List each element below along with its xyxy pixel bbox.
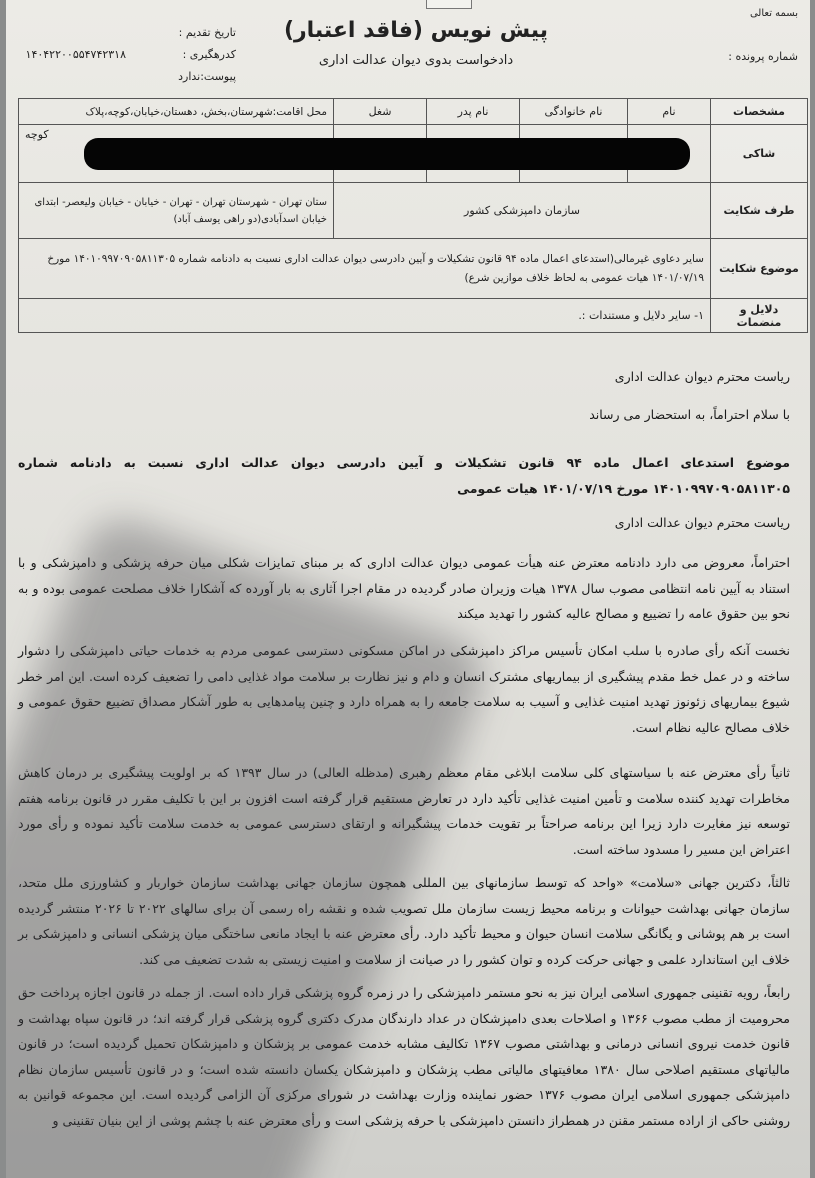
- respondent-row: [19, 183, 808, 239]
- col-occupation: شغل: [334, 99, 427, 125]
- case-number-label: شماره پرونده :: [728, 50, 798, 63]
- col-last-name: نام خانوادگی: [520, 99, 628, 125]
- paragraph-4: ثالثاً، دکترین جهانی «سلامت» «واحد که توسط سازمانهای بین المللی همچون سازمان جهانی بهداشت سازمان خواربار و کشاورزی ملل متحد، سازمان جهانی بهداشت حیوانات و برنامه محیط زیست سازمان ملل تصویب شده و نقشه راه رسمی آن برای سالهای ۲۰۲۲ تا ۲۰۲۶ منتشر گردیده است بر هم پوشانی و یگانگی سلامت انسان حیوان و محیط تأکید دارد. رأی معترض عنه با ایجاد مانعی ساختگی میان پزشکی انسانی و دامپزشکی بر خلاف این استاندارد علمی و جهانی حرکت کرده و توان کشور را در صیانت از سلامت و امنیت زیستی به شدت تضعیف می کند.: [18, 875, 790, 967]
- paper-clip-tab: [426, 0, 472, 9]
- header-center: [236, 18, 596, 68]
- complainant-label: شاکی: [711, 125, 808, 183]
- respondent-address: ستان تهران - شهرستان تهران - تهران - خیابان - خیابان ولیعصر- ابتدای خیابان اسدآبادی(دو راهی یوسف آباد): [19, 183, 334, 239]
- meta-values: [6, 22, 126, 66]
- document-page: [6, 0, 810, 1178]
- meta-labels: [126, 22, 236, 88]
- letter-subject: موضوع استدعای اعمال ماده ۹۴ قانون تشکیلات و آیین دادرسی دیوان عدالت اداری نسبت به دادنامه شماره ۱۴۰۱۰۹۹۷۰۹۰۵۸۱۱۳۰۵ مورخ ۱۴۰۱/۰۷/۱۹ هیات عمومی: [18, 455, 791, 496]
- page-title: پیش نویس (فاقد اعتبار): [283, 18, 549, 43]
- reasons-label: دلایل و منضمات: [711, 299, 808, 333]
- paragraph-1: احتراماً، معروض می دارد دادنامه معترض عنه هیأت عمومی دیوان عدالت اداری که بر مبنای تمایزات شکلی میان حرفه پزشکی و دامپزشکی و با استناد به آیین نامه انتظامی مصوب سال ۱۳۷۸ هیات وزیران صادر گردیده در مقام اجرا آثاری به بار آورده که آشکارا خلاف مصلحت عمومی بوده و به نحو بین حقوق عامه را تضییع و مصالح عالیه کشور را تهدید میکند: [18, 555, 790, 621]
- paragraph-5: رابعاً، رویه تقنینی جمهوری اسلامی ایران نیز به نحو مستمر دامپزشکی را در زمره گروه پزشکی قرار داده است. از جمله در قانون اجازه پرداخت حق محرومیت از مطب مصوب ۱۳۶۶ و اصلاحات بعدی دامپزشکان در عداد دارندگان مدرک دکتری گروه پزشکی قرار گرفته اند؛ در قانون سپاه بهداشت و قانون خدمت نیروی انسانی درمانی و بهداشتی مصوب ۱۳۶۷ تکالیف مشابه خدمت عمومی بر پزشکان و دامپزشکان تحمیل گردیده است؛ در قانون مالیاتهای مستقیم اصلاحی سال ۱۳۸۰ معافیتهای مالیاتی مطب پزشکان و دامپزشکان یکسان دانسته شده است؛ و در قانون تأسیس سازمان نظام دامپزشکی جمهوری اسلامی ایران مصوب ۱۳۷۶ حضور نماینده وزارت بهداشت در شورای مرکزی آن الزامی گردیده است. این مجموعه قوانین به روشنی حاکی از اراده مستمر مقنن در همطراز دانستن دامپزشکی با حرفه پزشکی است و رأی معترض عنه با چشم پوشی از این بنیان تقنینی و: [18, 985, 791, 1128]
- letter-greeting: با سلام احتراماً، به استحضار می رساند: [589, 407, 790, 422]
- subject-value: سایر دعاوی غیرمالی(استدعای اعمال ماده ۹۴ قانون تشکیلات و آیین دادرسی دیوان عدالت اداری نسبت به دادنامه شماره ۱۴۰۱۰۹۹۷۰۹۰۵۸۱۱۳۰۵ مورخ ۱۴۰۱/۰۷/۱۹ هیات عمومی به لحاظ خلاف موازین شرع): [19, 239, 711, 299]
- reasons-value: ۱- سایر دلایل و مستندات :.: [19, 299, 711, 333]
- submit-date-label: تاریخ تقدیم :: [178, 26, 236, 39]
- subject-row: [19, 239, 808, 299]
- bismillah-text: بسمه تعالی: [749, 8, 798, 19]
- tracking-value: ۱۴۰۴۲۲۰۰۵۵۴۷۴۲۳۱۸: [25, 48, 126, 61]
- petition-form-table: [18, 98, 808, 333]
- respondent-name: سازمان دامپزشکی کشور: [334, 183, 711, 239]
- col-first-name: نام: [628, 99, 711, 125]
- paragraph-3: ثانیاً رأی معترض عنه با سیاستهای کلی سلامت ابلاغی مقام معظم رهبری (مدظله العالی) در سال ۱۳۹۳ که بر اولویت پیشگیری بر درمان کاهش مخاطرات تهدید کننده سلامت و تأمین امنیت غذایی تأکید دارد در تعارض مستقیم قرار گرفته است افزون بر این با تکلیف مقرر در قانون برنامه هفتم توسعه نیز مغایرت دارد زیرا این برنامه صراحتاً بر تقویت خدمات پیشگیرانه و ارتقای دسترسی عمومی به خدمت سلامت تأکید نموده و رأی مورد اعتراض این مسیر را مسدود ساخته است.: [18, 765, 790, 857]
- subject-label: موضوع شکایت: [711, 239, 808, 299]
- col-address: محل اقامت:شهرستان،بخش، دهستان،خیابان،کوچه،پلاک: [19, 99, 334, 125]
- tracking-label: کدرهگیری :: [182, 48, 236, 61]
- col-specs: مشخصات: [711, 99, 808, 125]
- paragraph-2: نخست آنکه رأی صادره با سلب امکان تأسیس مراکز دامپزشکی در اماکن مسکونی دسترسی عمومی مردم به خدمات حیاتی دامپزشکی را دشوار ساخته و در عمل خط مقدم پیشگیری از بیماریهای مشترک انسان و دام و نیز نظارت بر سلامت مواد غذایی دامی را تضعیف کرده است. این امر خطر شیوع بیماریهای زئونوز تهدید امنیت غذایی و آسیب به سلامت جامعه را به همراه دارد و چنین پیامدهایی به طور آشکار مصداق تضییع حقوق عمومی و خلاف مصالح عالیه نظام است.: [18, 643, 790, 735]
- form-header-row: [19, 99, 808, 125]
- col-father-name: نام پدر: [427, 99, 520, 125]
- reasons-row: [19, 299, 808, 333]
- complainant-address-partial: کوچه: [19, 125, 334, 183]
- letter-salutation-1: ریاست محترم دیوان عدالت اداری: [614, 369, 790, 384]
- attachment-label: پیوست:ندارد: [178, 70, 236, 83]
- respondent-label: طرف شکایت: [711, 183, 808, 239]
- redaction-bar: [84, 138, 690, 170]
- letter-salutation-2: ریاست محترم دیوان عدالت اداری: [614, 515, 790, 530]
- page-subtitle: دادخواست بدوی دیوان عدالت اداری: [318, 53, 514, 68]
